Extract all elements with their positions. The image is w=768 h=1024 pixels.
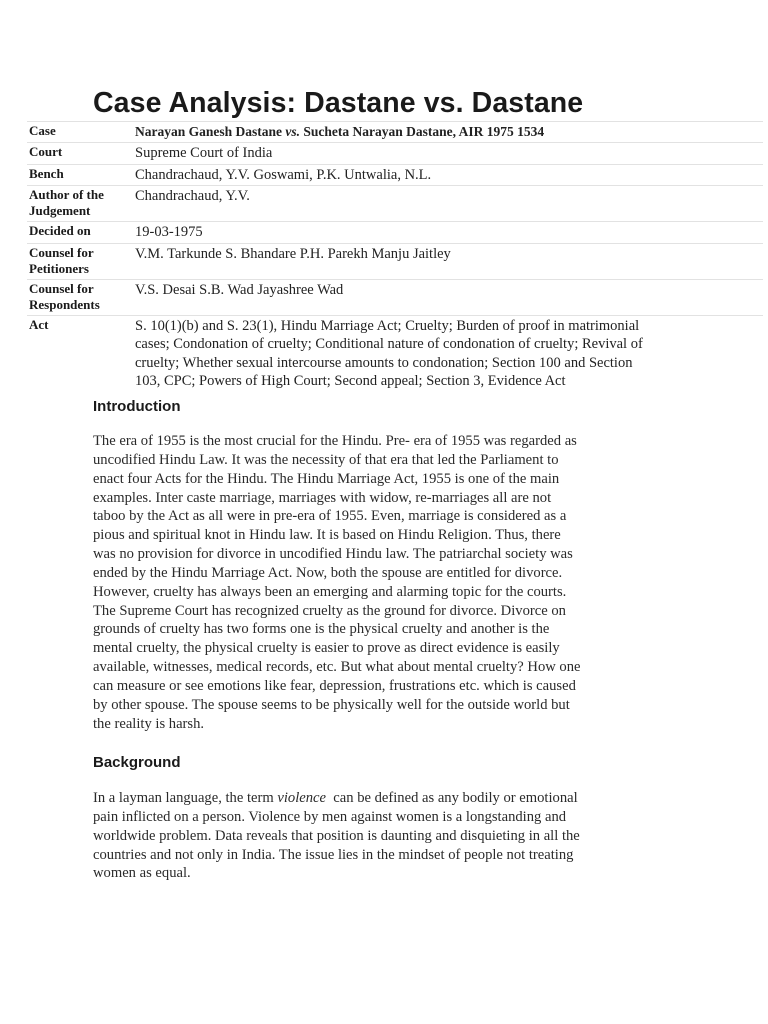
case-value	[133, 122, 763, 143]
paragraph-line: The era of 1955 is the most crucial for the Hindu. Pre- era of 1955 was regarded as	[93, 433, 577, 449]
table-row-petitioners	[27, 243, 763, 279]
court-label: Court	[27, 143, 133, 165]
paragraph-line: countries and not only in India. The issue lies in the mindset of people not treating	[93, 846, 574, 863]
paragraph-line: uncodified Hindu Law. It was the necessity of that era that led the Parliament to	[93, 451, 559, 468]
paragraph-line: worldwide problem. Data reveals that position is daunting and disquieting in all the	[93, 827, 580, 844]
respondents-label-line2: Respondents	[29, 296, 100, 312]
author-value: Chandrachaud, Y.V.	[133, 186, 763, 222]
act-line: 103, CPC; Powers of High Court; Second appeal; Section 3, Evidence Act	[135, 373, 566, 389]
petitioners-label	[27, 243, 133, 279]
paragraph-line: examples. Inter caste marriage, marriages with widow, re-marriages all are not	[93, 489, 552, 506]
paragraph-text: can be defined as any bodily or emotional	[326, 790, 578, 806]
table-row-decided	[27, 222, 763, 244]
respondents-label-line1: Counsel for	[29, 280, 94, 296]
case-vs: vs.	[285, 124, 301, 139]
table-row-case	[27, 122, 763, 143]
introduction-heading: Introduction	[93, 398, 181, 415]
case-label: Case	[27, 122, 133, 143]
act-label: Act	[27, 315, 133, 392]
paragraph-line: taboo by the Act as all were in pre-era of 1955. Even, marriage is considered as a	[93, 508, 567, 525]
background-heading: Background	[93, 754, 181, 771]
author-label-line1: Author of the	[29, 187, 104, 202]
table-row-author	[27, 186, 763, 222]
act-line: cases; Condonation of cruelty; Conditional nature of condonation of cruelty; Revival of	[135, 336, 643, 352]
emphasized-term: violence	[277, 790, 326, 806]
case-parties-petitioner: Narayan Ganesh Dastane	[135, 124, 286, 139]
decided-value: 19-03-1975	[133, 222, 763, 244]
paragraph-line: by other spouse. The spouse seems to be physically well for the outside world but	[93, 696, 570, 713]
introduction-paragraph	[93, 432, 689, 734]
paragraph-line: However, cruelty has always been an emerging and alarming topic for the courts.	[93, 583, 567, 600]
petitioners-label-line2: Petitioners	[29, 260, 89, 276]
paragraph-line: grounds of cruelty has two forms one is the physical cruelty and another is the	[93, 621, 550, 638]
bench-label: Bench	[27, 164, 133, 186]
act-line: S. 10(1)(b) and S. 23(1), Hindu Marriage Act; Cruelty; Burden of proof in matrimonial	[135, 317, 640, 334]
case-parties-respondent: Sucheta Narayan Dastane, AIR 1975 1534	[300, 124, 545, 139]
table-row-respondents	[27, 279, 763, 315]
paragraph-line: pious and spiritual knot in Hindu law. It is based on Hindu Religion. Thus, there	[93, 527, 561, 544]
paragraph-line: women as equal.	[93, 865, 191, 882]
decided-label: Decided on	[27, 222, 133, 244]
paragraph-line: available, witnesses, medical records, etc. But what about mental cruelty? How one	[93, 659, 581, 676]
case-info-table	[27, 121, 763, 393]
petitioners-value: V.M. Tarkunde S. Bhandare P.H. Parekh Manju Jaitley	[133, 243, 763, 279]
paragraph-line: pain inflicted on a person. Violence by men against women is a longstanding and	[93, 808, 567, 825]
act-value	[133, 315, 763, 392]
background-paragraph	[93, 789, 689, 883]
respondents-value: V.S. Desai S.B. Wad Jayashree Wad	[133, 279, 763, 315]
paragraph-line	[93, 789, 689, 808]
paragraph-line: enact four Acts for the Hindu. The Hindu Marriage Act, 1955 is one of the main	[93, 470, 560, 487]
respondents-label	[27, 279, 133, 315]
author-label-line2: Judgement	[29, 203, 91, 218]
court-value: Supreme Court of India	[133, 143, 763, 165]
table-row-act	[27, 315, 763, 392]
table-row-bench	[27, 164, 763, 186]
paragraph-text: In a layman language, the term	[93, 790, 278, 806]
paragraph-line: mental cruelty, the physical cruelty is easier to prove as direct evidence is easily	[93, 640, 560, 657]
paragraph-line: ended by the Hindu Marriage Act. Now, both the spouse are entitled for divorce.	[93, 564, 563, 581]
petitioners-label-line1: Counsel for	[29, 244, 94, 260]
act-line: cruelty; Whether sexual intercourse amounts to condonation; Section 100 and Section	[135, 354, 633, 371]
paragraph-line: the reality is harsh.	[93, 715, 205, 732]
page-title: Case Analysis: Dastane vs. Dastane	[93, 87, 584, 119]
bench-value: Chandrachaud, Y.V. Goswami, P.K. Untwalia, N.L.	[133, 164, 763, 186]
table-row-court	[27, 143, 763, 165]
author-label	[27, 186, 133, 222]
paragraph-line: was no provision for divorce in uncodified Hindu law. The patriarchal society was	[93, 546, 573, 563]
paragraph-line: The Supreme Court has recognized cruelty as the ground for divorce. Divorce on	[93, 602, 566, 619]
paragraph-line: can measure or see emotions like fear, depression, frustrations etc. which is caused	[93, 677, 576, 694]
